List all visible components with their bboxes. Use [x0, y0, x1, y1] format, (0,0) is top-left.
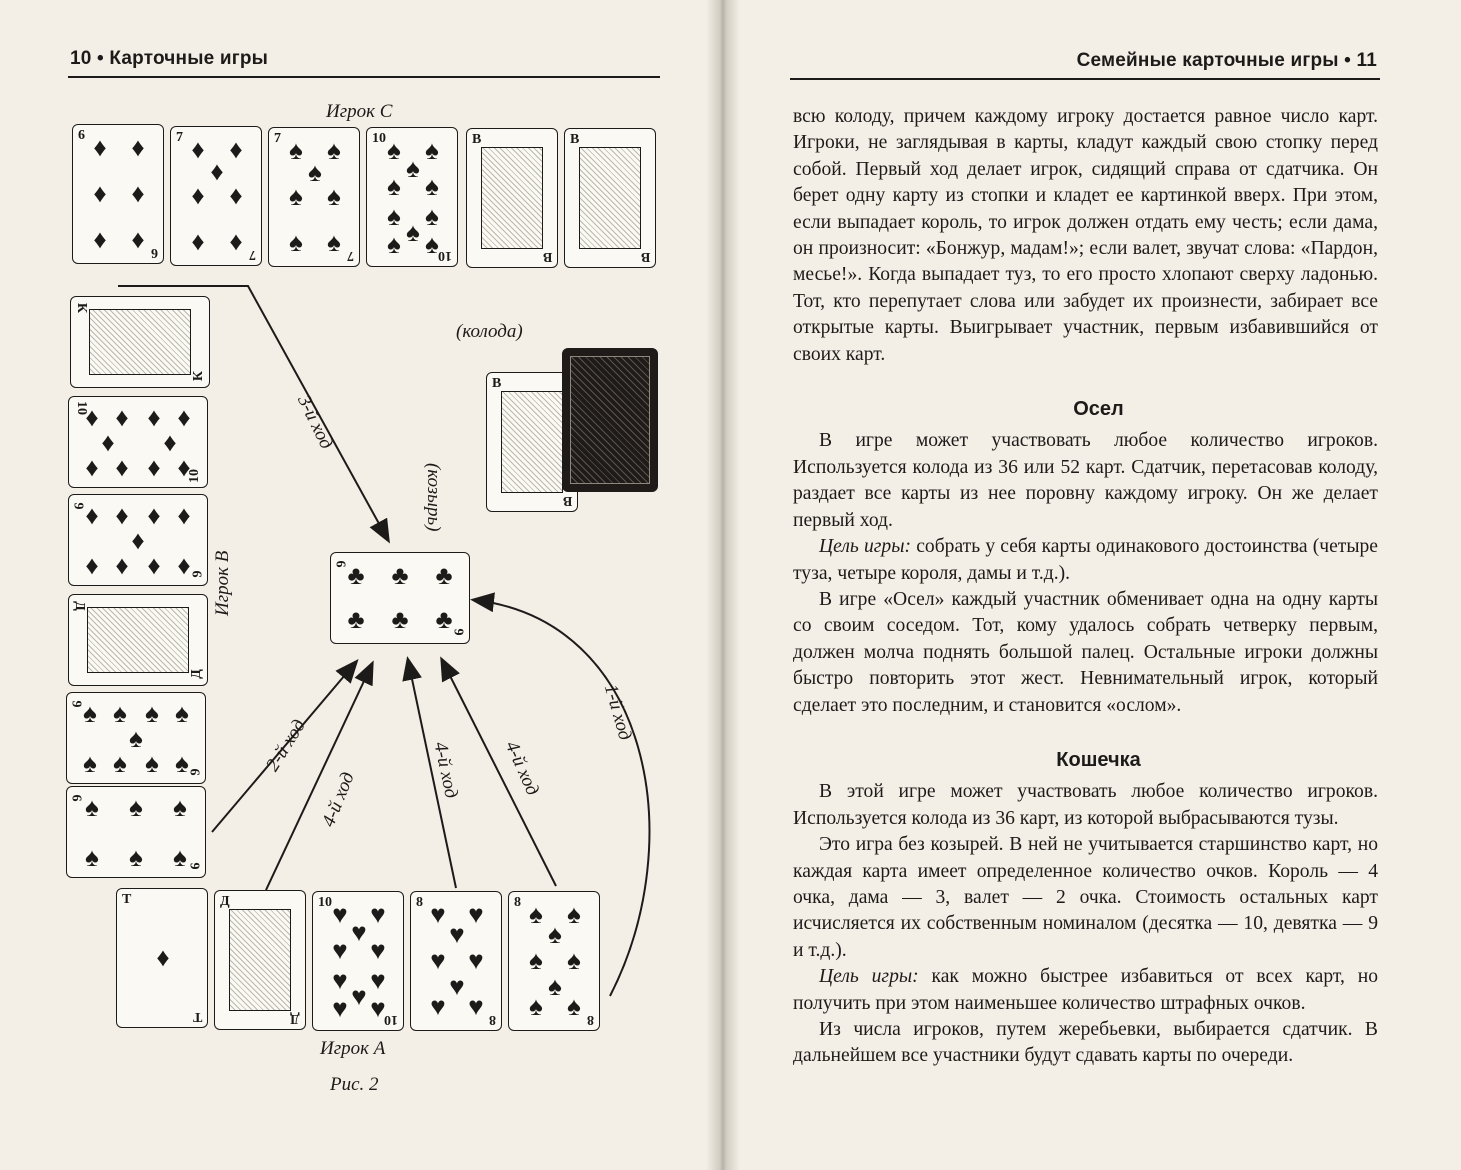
move-4-label-c: 4-й ход: [500, 738, 544, 799]
arrow-move-4c: [442, 660, 556, 886]
card-back-pattern: [570, 356, 650, 484]
move-4-label-b: 4-й ход: [429, 740, 462, 801]
card-b-2: 10 10 ♦ ♦ ♦ ♦ ♦ ♦ ♦ ♦ ♦ ♦: [68, 396, 208, 488]
card-b-4: Д Д: [68, 594, 208, 686]
queen-face: [229, 909, 291, 1011]
card-c-4: 10 10 ♠ ♠ ♠ ♠ ♠ ♠ ♠ ♠ ♠ ♠: [366, 127, 458, 267]
trump-card: В В: [486, 372, 578, 512]
card-c-3: 7 7 ♠ ♠ ♠ ♠ ♠ ♠ ♠: [268, 127, 360, 267]
card-c-1: 6 6 ♦ ♦ ♦ ♦ ♦ ♦: [72, 124, 164, 264]
body-text: [793, 104, 1378, 1070]
osel-paragraph-1: В игре может участвовать любое количество игроков. Используется колода из 36 или 52 карт. Сдатчик, перетасовав колоду, раздает все карты из нее поровну каждому игроку. Он же делает первый ход.: [793, 430, 1378, 531]
intro-paragraph: всю колоду, причем каждому игроку достается равное число карт. Игроки, не заглядывая в карты, кладут каждый свою стопку перед собой. Первый ход делает игрок, сидящий справа от сдатчика. Он берет одну карту из стопки и кладет ее картинкой вверх. При этом, если выпадает король, то игрок должен отдать ему честь; если дама, он произносит: «Бонжур, мадам!»; если валет, звучат слова: «Пардон, месье!». Когда выпадает туз, то его просто хлопают сверху ладонью. Тот, кто перепутает слова или забудет их произнести, забирает все открытые карты. Выигрывает участник, первым избавившийся от своих карт.: [793, 106, 1378, 365]
card-a-5: 8 8 ♠ ♠ ♠ ♠ ♠ ♠ ♠ ♠: [508, 891, 600, 1031]
center-card: 6 6 ♣ ♣ ♣ ♣ ♣ ♣: [330, 552, 470, 644]
book-gutter: [706, 0, 740, 1170]
deck: [562, 348, 658, 492]
running-head-right: Семейные карточные игры • 11: [1076, 50, 1377, 71]
jack-face: [579, 147, 641, 249]
osel-goal-paragraph: [793, 534, 1378, 587]
goal-label: Цель игры:: [819, 966, 919, 988]
koshechka-paragraph-4: Из числа игроков, путем жеребьевки, выбирается сдатчик. В дальнейшем все участники будут сдавать карты по очереди.: [793, 1019, 1378, 1067]
player-c-label: Игрок С: [326, 101, 393, 122]
card-a-4: 8 8 ♥ ♥ ♥ ♥ ♥ ♥ ♥ ♥: [410, 891, 502, 1031]
move-3-label: 3-й ход: [293, 392, 337, 453]
card-b-1: К К: [70, 296, 210, 388]
player-a-label: Игрок А: [320, 1038, 386, 1059]
card-b-3: 9 9 ♦ ♦ ♦ ♦ ♦ ♦ ♦ ♦ ♦: [68, 494, 208, 586]
card-a-1: Т Т ♦: [116, 888, 208, 1028]
king-face: [89, 309, 191, 375]
koshechka-paragraph-1: В этой игре может участвовать любое количество игроков. Используется колода из 36 карт, из которой выбрасываются тузы.: [793, 781, 1378, 829]
running-head-left: 10 • Карточные игры: [70, 48, 269, 69]
jack-face: [481, 147, 543, 249]
card-a-2: Д Д: [214, 890, 306, 1030]
trump-label: (козырь): [423, 463, 444, 532]
card-b-6: 6 6 ♠ ♠ ♠ ♠ ♠ ♠: [66, 786, 206, 878]
card-c-5: В В: [466, 128, 558, 268]
koshechka-goal-paragraph: [793, 964, 1378, 1017]
queen-face: [87, 607, 189, 673]
header-rule: [790, 78, 1380, 80]
goal-text: собрать у себя карты одинакового достоинства (четыре туза, четыре короля, дамы и т.д.).: [793, 536, 1378, 584]
card-c-6: В В: [564, 128, 656, 268]
osel-paragraph-3: В игре «Осел» каждый участник обменивает одна на одну карты со своим соседом. Тот, кому удалось собрать четверку первым, должен молча поднять большой палец. Остальные игроки должны быстро повторить этот жест. Невнимательный игрок, который сделает это последним, и становится «ослом».: [793, 588, 1378, 716]
deck-label: (колода): [456, 321, 523, 342]
player-b-label: Игрок В: [212, 550, 233, 616]
move-2-label: 2-й ход: [262, 715, 310, 776]
koshechka-paragraph-2: Это игра без козырей. В ней не учитывается старшинство карт, но каждая карта имеет определенное количество очков. Король — 4 очка, дама — 3, валет — 2 очка. Стоимость остальных карт исчисляется их собственным номиналом (десятка — 10, девятка — 9 и т.д.).: [793, 834, 1378, 961]
figure-caption: Рис. 2: [330, 1074, 379, 1095]
section-title-osel: Осел: [1073, 398, 1124, 421]
jack-face: [501, 391, 563, 493]
move-1-label: 1-й ход: [599, 682, 636, 743]
card-b-5: 9 9 ♠ ♠ ♠ ♠ ♠ ♠ ♠ ♠ ♠: [66, 692, 206, 784]
goal-label: Цель игры:: [819, 536, 912, 558]
card-a-3: 10 10 ♥ ♥ ♥ ♥ ♥ ♥ ♥ ♥ ♥ ♥: [312, 891, 404, 1031]
section-title-koshechka: Кошечка: [1056, 748, 1141, 771]
card-c-2: 7 7 ♦ ♦ ♦ ♦ ♦ ♦ ♦: [170, 126, 262, 266]
goal-text: как можно быстрее избавиться от всех карт, но получить при этом наименьшее количество штрафных очков.: [793, 966, 1378, 1014]
move-4-label-a: 4-й ход: [318, 769, 359, 830]
left-page: [0, 0, 722, 1170]
